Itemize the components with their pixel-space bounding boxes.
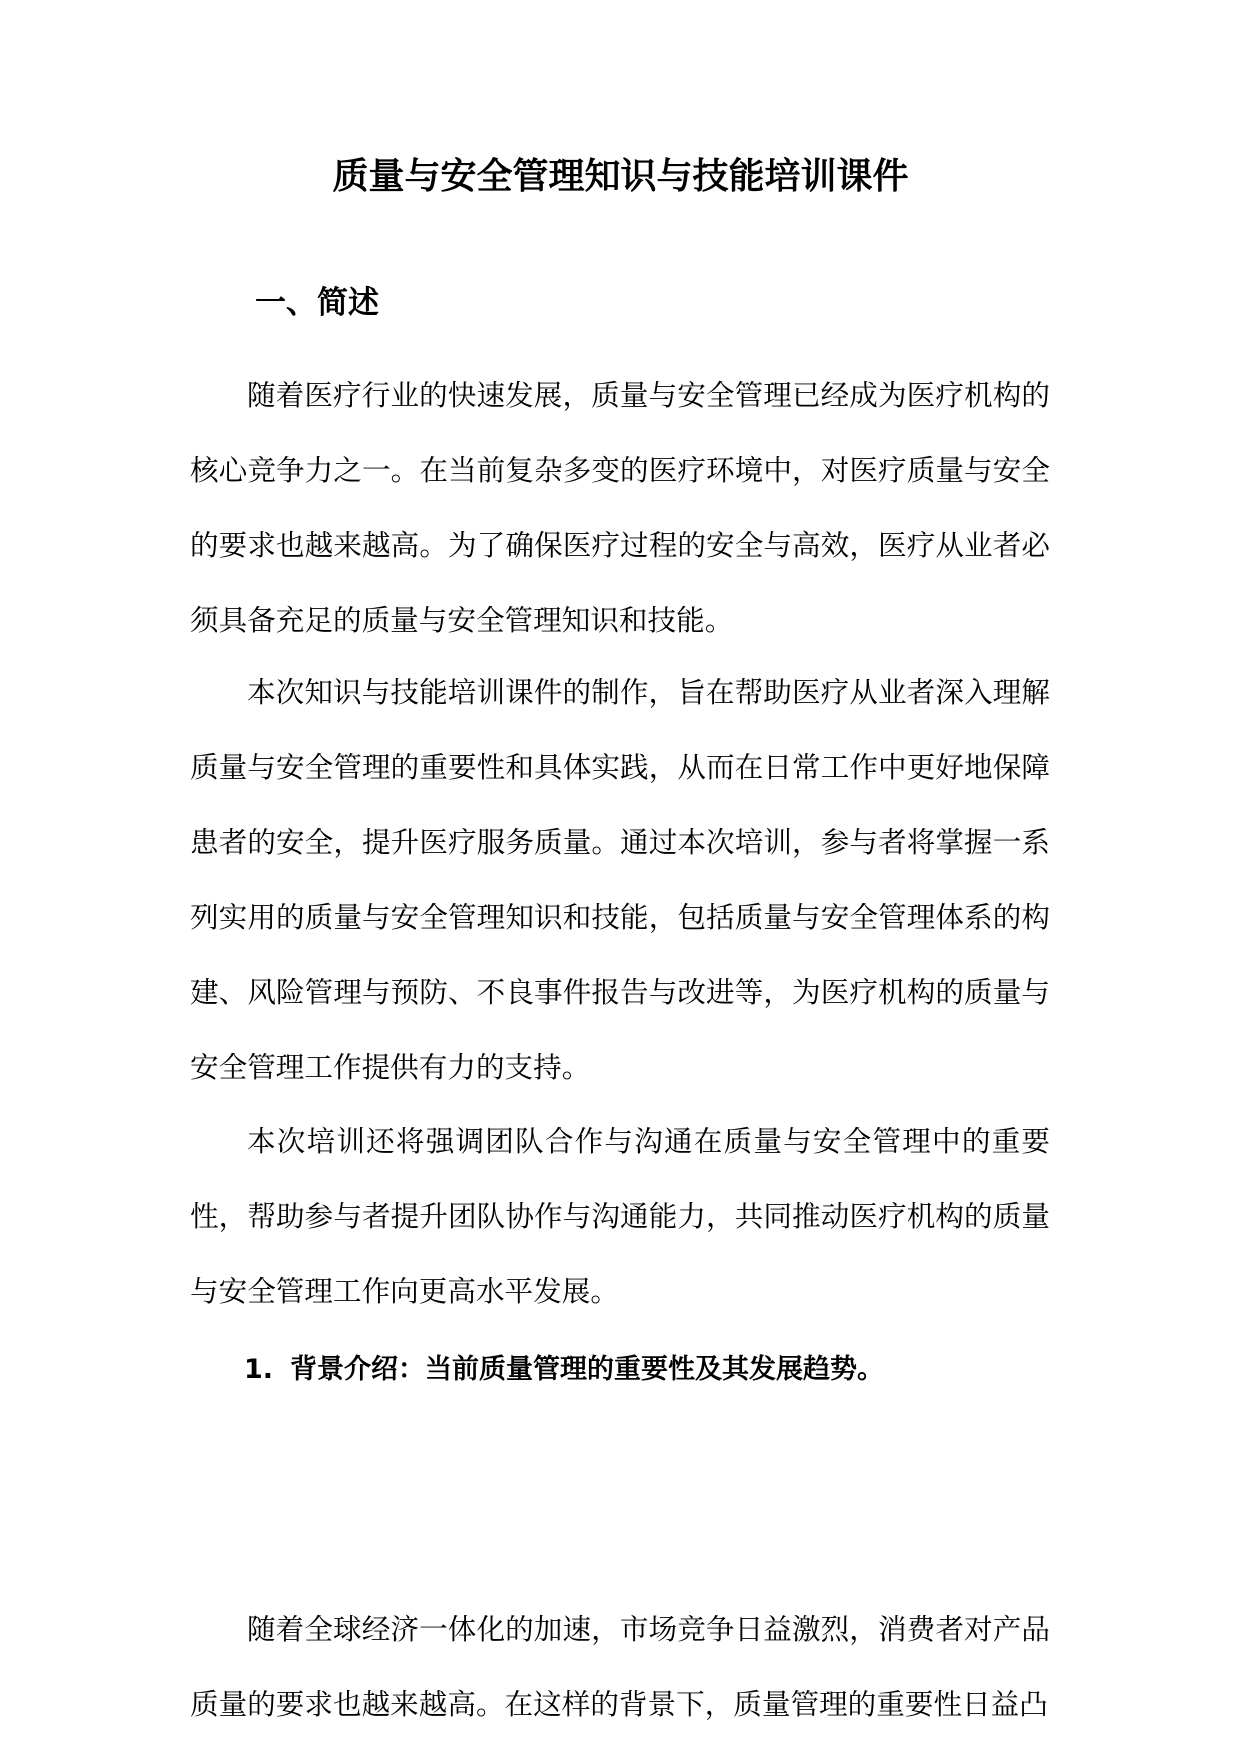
subsection-heading-background — [244, 1345, 884, 1395]
subsection-title: 背景介绍：当前质量管理的重要性及其发展趋势。 — [290, 1354, 884, 1385]
paragraph-training-purpose: 本次知识与技能培训课件的制作，旨在帮助医疗从业者深入理解质量与安全管理的重要性和具体实践，从而在日常工作中更好地保障患者的安全，提升医疗服务质量。通过本次培训，参与者将掌握一系列实用的质量与安全管理知识和技能，包括质量与安全管理体系的构建、风险管理与预防、不良事件报告与改进等，为医疗机构的质量与安全管理工作提供有力的支持。 — [190, 675, 1050, 1084]
section-heading-overview: 一、简述 — [255, 285, 379, 321]
document-title: 质量与安全管理知识与技能培训课件 — [332, 156, 909, 197]
subsection-number: 1. — [244, 1354, 274, 1385]
paragraph-background: 随着全球经济一体化的加速，市场竞争日益激烈，消费者对产品质量的要求也越来越高。在这样的背景下，质量管理的重要性日益凸 — [190, 1612, 1050, 1721]
paragraph-teamwork: 本次培训还将强调团队合作与沟通在质量与安全管理中的重要性，帮助参与者提升团队协作与沟通能力，共同推动医疗机构的质量与安全管理工作向更高水平发展。 — [190, 1124, 1050, 1308]
paragraph-intro: 随着医疗行业的快速发展，质量与安全管理已经成为医疗机构的核心竞争力之一。在当前复杂多变的医疗环境中，对医疗质量与安全的要求也越来越高。为了确保医疗过程的安全与高效，医疗从业者必须具备充足的质量与安全管理知识和技能。 — [190, 378, 1050, 637]
